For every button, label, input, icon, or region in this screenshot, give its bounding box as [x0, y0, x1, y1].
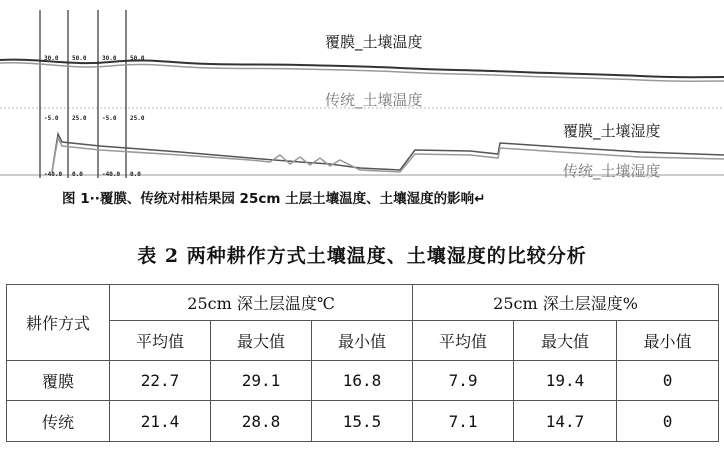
scale-mid-4: 25.0 [130, 115, 145, 122]
label-trad-hum: 传统_土壤湿度 [563, 162, 661, 180]
cell-value: 28.8 [211, 401, 312, 442]
scale-bot-2: 0.0 [72, 171, 83, 178]
scale-top-4: 50.0 [130, 55, 145, 62]
comparison-table [6, 284, 719, 442]
cell-value: 7.1 [413, 401, 514, 442]
row-method: 覆膜 [7, 361, 110, 401]
cell-value: 16.8 [312, 361, 413, 401]
cell-value: 21.4 [110, 401, 211, 442]
scale-top-2: 50.0 [72, 55, 87, 62]
header-hum: 25cm 深土层湿度% [413, 285, 719, 321]
series-line-film-temp [0, 60, 724, 78]
scale-bot-3: -40.0 [102, 171, 121, 178]
header-method: 耕作方式 [7, 285, 110, 361]
label-film-temp: 覆膜_土壤温度 [325, 33, 423, 51]
soil-chart-figure [0, 0, 724, 182]
scale-mid-1: -5.0 [44, 115, 59, 122]
cell-value: 19.4 [514, 361, 617, 401]
table-row [7, 401, 719, 442]
label-film-hum: 覆膜_土壤湿度 [563, 122, 661, 140]
subheader-hum-avg: 平均值 [413, 321, 514, 361]
subheader-temp-avg: 平均值 [110, 321, 211, 361]
scale-bot-1: -40.0 [44, 171, 63, 178]
scale-top-1: 30.0 [44, 55, 59, 62]
cell-value: 22.7 [110, 361, 211, 401]
scale-top-3: 30.0 [102, 55, 117, 62]
subheader-temp-max: 最大值 [211, 321, 312, 361]
scale-mid-2: 25.0 [72, 115, 87, 122]
scale-bot-4: 0.0 [130, 171, 141, 178]
cell-value: 0 [617, 361, 719, 401]
scale-mid-3: -5.0 [102, 115, 117, 122]
cell-value: 29.1 [211, 361, 312, 401]
table-header-row [7, 285, 719, 321]
header-temp: 25cm 深土层温度℃ [110, 285, 413, 321]
subheader-temp-min: 最小值 [312, 321, 413, 361]
series-line-trad-temp [0, 63, 724, 82]
table-caption: 表 2 两种耕作方式土壤温度、土壤湿度的比较分析 [137, 245, 587, 267]
cell-value: 14.7 [514, 401, 617, 442]
table-row [7, 361, 719, 401]
cell-value: 7.9 [413, 361, 514, 401]
subheader-hum-max: 最大值 [514, 321, 617, 361]
table-subheader-row [7, 321, 719, 361]
label-trad-temp: 传统_土壤温度 [325, 91, 423, 109]
cell-value: 15.5 [312, 401, 413, 442]
cell-value: 0 [617, 401, 719, 442]
figure-caption: 图 1··覆膜、传统对柑桔果园 25cm 土层土壤温度、土壤湿度的影响↵ [62, 191, 486, 207]
row-method: 传统 [7, 401, 110, 442]
subheader-hum-min: 最小值 [617, 321, 719, 361]
